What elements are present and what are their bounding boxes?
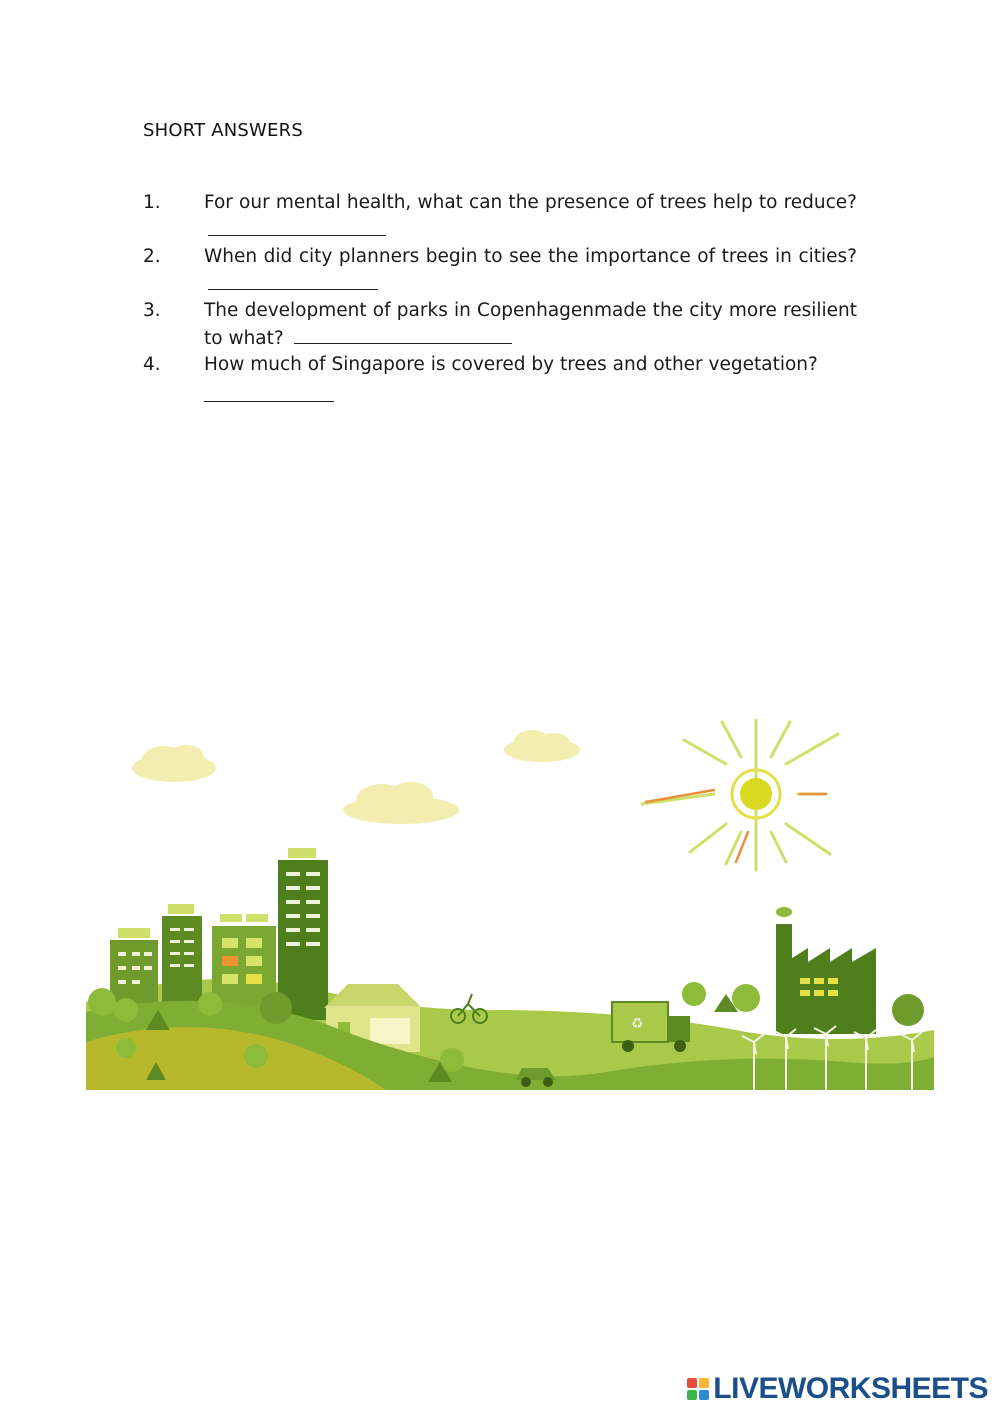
answer-blank-4[interactable] bbox=[204, 387, 334, 402]
question-text: For our mental health, what can the presence of trees help to reduce? bbox=[204, 192, 857, 213]
question-text: When did city planners begin to see the importance of trees in cities? bbox=[204, 246, 857, 267]
cloud-icon bbox=[132, 730, 580, 824]
sun-icon bbox=[642, 720, 838, 870]
answer-blank-1[interactable] bbox=[208, 217, 386, 236]
logo-tiles-icon bbox=[687, 1378, 709, 1400]
building-icon bbox=[110, 848, 328, 1020]
question-item-3 bbox=[143, 298, 857, 352]
logo-text: LIVEWORKSHEETS bbox=[713, 1372, 988, 1405]
question-list bbox=[143, 190, 857, 402]
question-text: The development of parks in Copenhagenmade the city more resilient to what? bbox=[204, 300, 857, 349]
question-text: How much of Singapore is covered by trees and other vegetation? bbox=[204, 354, 818, 375]
factory-icon bbox=[776, 907, 876, 1034]
question-number: 2. bbox=[143, 246, 161, 267]
answer-blank-3[interactable] bbox=[294, 325, 512, 344]
question-item-1 bbox=[143, 190, 857, 244]
liveworksheets-logo[interactable] bbox=[687, 1372, 988, 1406]
worksheet-heading: SHORT ANSWERS bbox=[143, 120, 303, 141]
question-number: 3. bbox=[143, 300, 161, 321]
green-city-illustration bbox=[86, 712, 934, 1090]
question-item-2 bbox=[143, 244, 857, 298]
answer-blank-2[interactable] bbox=[208, 271, 378, 290]
question-item-4 bbox=[143, 352, 857, 402]
question-number: 4. bbox=[143, 354, 161, 375]
svg-text:♻: ♻ bbox=[631, 1016, 644, 1032]
question-number: 1. bbox=[143, 192, 161, 213]
